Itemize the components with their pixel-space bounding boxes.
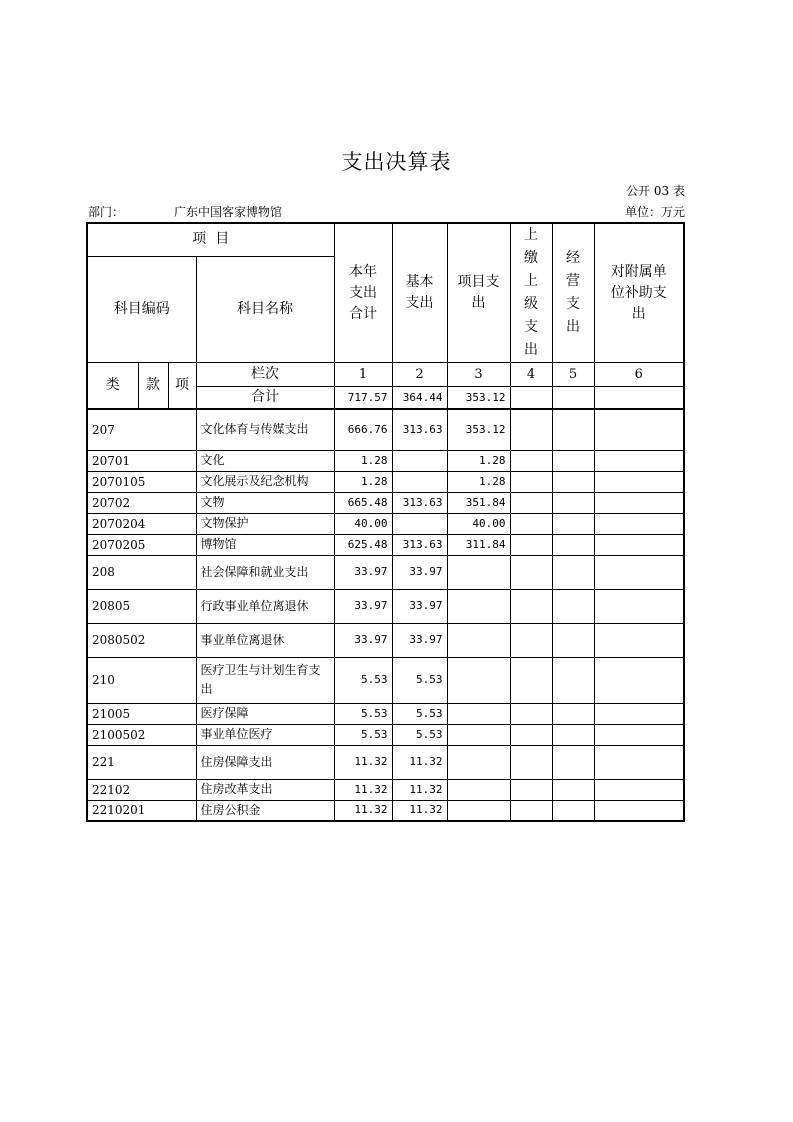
row-remit-superior <box>510 555 552 589</box>
row-total-expenditure: 11.32 <box>334 779 392 800</box>
row-project-expenditure <box>447 724 510 745</box>
row-remit-superior <box>510 800 552 821</box>
row-subject-name: 文化体育与传媒支出 <box>196 409 334 450</box>
row-subject-name: 医疗卫生与计划生育支出 <box>196 657 334 703</box>
row-remit-superior <box>510 492 552 513</box>
row-subsidy-affiliated <box>594 779 684 800</box>
header-subject-code: 科目编码 <box>87 256 196 362</box>
header-project-expenditure: 项目支出 <box>447 223 510 363</box>
row-project-expenditure: 353.12 <box>447 409 510 450</box>
row-subsidy-affiliated <box>594 555 684 589</box>
row-subject-name: 事业单位离退休 <box>196 623 334 657</box>
row-total-expenditure: 5.53 <box>334 657 392 703</box>
row-business-expenditure <box>552 450 594 471</box>
row-subsidy-affiliated <box>594 513 684 534</box>
row-business-expenditure <box>552 555 594 589</box>
department-label: 部门： <box>88 205 125 219</box>
row-remit-superior <box>510 779 552 800</box>
row-subject-name: 住房公积金 <box>196 800 334 821</box>
header-column-index-label: 栏次 <box>196 363 334 387</box>
row-remit-superior <box>510 513 552 534</box>
table-row <box>87 779 684 800</box>
table-row <box>87 471 684 492</box>
form-number: 公开 03 表 <box>626 184 685 198</box>
row-subsidy-affiliated <box>594 745 684 779</box>
row-subsidy-affiliated <box>594 450 684 471</box>
row-subject-name: 事业单位医疗 <box>196 724 334 745</box>
table-row <box>87 555 684 589</box>
row-project-expenditure: 40.00 <box>447 513 510 534</box>
header-remit-superior: 上缴上级支出 <box>510 223 552 363</box>
row-total-expenditure: 5.53 <box>334 703 392 724</box>
row-business-expenditure <box>552 589 594 623</box>
table-row <box>87 589 684 623</box>
row-subject-code: 20702 <box>87 492 196 513</box>
row-subject-code: 2100502 <box>87 724 196 745</box>
row-project-expenditure <box>447 779 510 800</box>
row-subject-name: 文化展示及纪念机构 <box>196 471 334 492</box>
table-row <box>87 724 684 745</box>
row-project-expenditure: 1.28 <box>447 450 510 471</box>
table-row <box>87 745 684 779</box>
row-remit-superior <box>510 450 552 471</box>
row-subject-code: 22102 <box>87 779 196 800</box>
row-business-expenditure <box>552 703 594 724</box>
row-basic-expenditure: 33.97 <box>392 555 447 589</box>
row-project-expenditure <box>447 657 510 703</box>
header-business-expenditure: 经营支出 <box>552 223 594 363</box>
row-subsidy-affiliated <box>594 534 684 555</box>
row-remit-superior <box>510 409 552 450</box>
department-name: 广东中国客家博物馆 <box>174 205 283 219</box>
row-project-expenditure <box>447 745 510 779</box>
row-project-expenditure: 311.84 <box>447 534 510 555</box>
row-basic-expenditure: 33.97 <box>392 589 447 623</box>
row-subsidy-affiliated <box>594 800 684 821</box>
row-project-expenditure <box>447 800 510 821</box>
row-basic-expenditure: 5.53 <box>392 703 447 724</box>
row-total-expenditure: 1.28 <box>334 471 392 492</box>
row-subsidy-affiliated <box>594 492 684 513</box>
row-basic-expenditure: 11.32 <box>392 745 447 779</box>
page-title: 支出决算表 <box>341 150 452 174</box>
row-business-expenditure <box>552 779 594 800</box>
row-business-expenditure <box>552 471 594 492</box>
total-label: 合计 <box>196 387 334 410</box>
row-basic-expenditure: 11.32 <box>392 800 447 821</box>
table-row <box>87 623 684 657</box>
row-subject-code: 208 <box>87 555 196 589</box>
row-project-expenditure <box>447 555 510 589</box>
row-subsidy-affiliated <box>594 409 684 450</box>
table-row <box>87 657 684 703</box>
row-project-expenditure <box>447 623 510 657</box>
row-basic-expenditure: 5.53 <box>392 724 447 745</box>
column-index-3: 3 <box>447 363 510 387</box>
row-subject-code: 2080502 <box>87 623 196 657</box>
row-subject-name: 社会保障和就业支出 <box>196 555 334 589</box>
row-subject-name: 博物馆 <box>196 534 334 555</box>
row-basic-expenditure <box>392 471 447 492</box>
row-remit-superior <box>510 657 552 703</box>
row-total-expenditure: 1.28 <box>334 450 392 471</box>
total-c1: 717.57 <box>334 387 392 410</box>
row-total-expenditure: 33.97 <box>334 589 392 623</box>
column-index-2: 2 <box>392 363 447 387</box>
row-remit-superior <box>510 589 552 623</box>
column-index-5: 5 <box>552 363 594 387</box>
row-subject-code: 210 <box>87 657 196 703</box>
row-subject-name: 行政事业单位离退休 <box>196 589 334 623</box>
table-body <box>87 409 684 821</box>
total-c2: 364.44 <box>392 387 447 410</box>
row-subject-name: 住房改革支出 <box>196 779 334 800</box>
unit-label: 单位：万元 <box>624 205 685 219</box>
row-business-expenditure <box>552 409 594 450</box>
table-row <box>87 703 684 724</box>
row-subsidy-affiliated <box>594 471 684 492</box>
row-total-expenditure: 666.76 <box>334 409 392 450</box>
header-subsidy-affiliated: 对附属单位补助支出 <box>594 223 684 363</box>
header-total-expenditure: 本年支出合计 <box>334 223 392 363</box>
row-subsidy-affiliated <box>594 657 684 703</box>
header-item: 项 目 <box>87 223 334 256</box>
row-total-expenditure: 665.48 <box>334 492 392 513</box>
row-basic-expenditure <box>392 450 447 471</box>
table-row <box>87 800 684 821</box>
row-total-expenditure: 5.53 <box>334 724 392 745</box>
row-remit-superior <box>510 471 552 492</box>
row-subject-name: 文化 <box>196 450 334 471</box>
row-basic-expenditure: 5.53 <box>392 657 447 703</box>
table-row <box>87 513 684 534</box>
table-row <box>87 534 684 555</box>
row-project-expenditure <box>447 703 510 724</box>
row-remit-superior <box>510 724 552 745</box>
header-kuan: 款 <box>138 363 168 410</box>
row-business-expenditure <box>552 745 594 779</box>
row-total-expenditure: 11.32 <box>334 745 392 779</box>
row-subject-code: 2210201 <box>87 800 196 821</box>
row-subject-code: 207 <box>87 409 196 450</box>
expenditure-table <box>86 222 685 822</box>
column-index-6: 6 <box>594 363 684 387</box>
row-basic-expenditure: 313.63 <box>392 492 447 513</box>
row-total-expenditure: 40.00 <box>334 513 392 534</box>
row-total-expenditure: 625.48 <box>334 534 392 555</box>
row-basic-expenditure: 313.63 <box>392 409 447 450</box>
header-xiang: 项 <box>168 363 196 410</box>
table-row <box>87 450 684 471</box>
row-subsidy-affiliated <box>594 623 684 657</box>
row-business-expenditure <box>552 724 594 745</box>
row-basic-expenditure: 313.63 <box>392 534 447 555</box>
table-row <box>87 492 684 513</box>
row-project-expenditure: 1.28 <box>447 471 510 492</box>
row-subject-code: 221 <box>87 745 196 779</box>
row-subject-name: 文物 <box>196 492 334 513</box>
row-total-expenditure: 33.97 <box>334 555 392 589</box>
row-remit-superior <box>510 703 552 724</box>
row-total-expenditure: 11.32 <box>334 800 392 821</box>
row-subject-name: 医疗保障 <box>196 703 334 724</box>
row-subject-code: 21005 <box>87 703 196 724</box>
row-subject-code: 20701 <box>87 450 196 471</box>
row-remit-superior <box>510 534 552 555</box>
header-basic-expenditure: 基本支出 <box>392 223 447 363</box>
row-subsidy-affiliated <box>594 724 684 745</box>
total-c3: 353.12 <box>447 387 510 410</box>
row-business-expenditure <box>552 800 594 821</box>
column-index-4: 4 <box>510 363 552 387</box>
row-remit-superior <box>510 745 552 779</box>
row-subject-code: 20805 <box>87 589 196 623</box>
header-subject-name: 科目名称 <box>196 256 334 362</box>
column-index-1: 1 <box>334 363 392 387</box>
row-subject-code: 2070105 <box>87 471 196 492</box>
row-project-expenditure <box>447 589 510 623</box>
table-row <box>87 409 684 450</box>
row-subject-code: 2070204 <box>87 513 196 534</box>
row-business-expenditure <box>552 657 594 703</box>
row-business-expenditure <box>552 623 594 657</box>
row-business-expenditure <box>552 492 594 513</box>
row-business-expenditure <box>552 534 594 555</box>
header-lei: 类 <box>87 363 138 410</box>
row-subsidy-affiliated <box>594 589 684 623</box>
row-basic-expenditure: 11.32 <box>392 779 447 800</box>
row-remit-superior <box>510 623 552 657</box>
row-subject-name: 住房保障支出 <box>196 745 334 779</box>
row-business-expenditure <box>552 513 594 534</box>
row-total-expenditure: 33.97 <box>334 623 392 657</box>
row-subsidy-affiliated <box>594 703 684 724</box>
row-basic-expenditure: 33.97 <box>392 623 447 657</box>
row-subject-name: 文物保护 <box>196 513 334 534</box>
row-project-expenditure: 351.84 <box>447 492 510 513</box>
row-subject-code: 2070205 <box>87 534 196 555</box>
row-basic-expenditure <box>392 513 447 534</box>
